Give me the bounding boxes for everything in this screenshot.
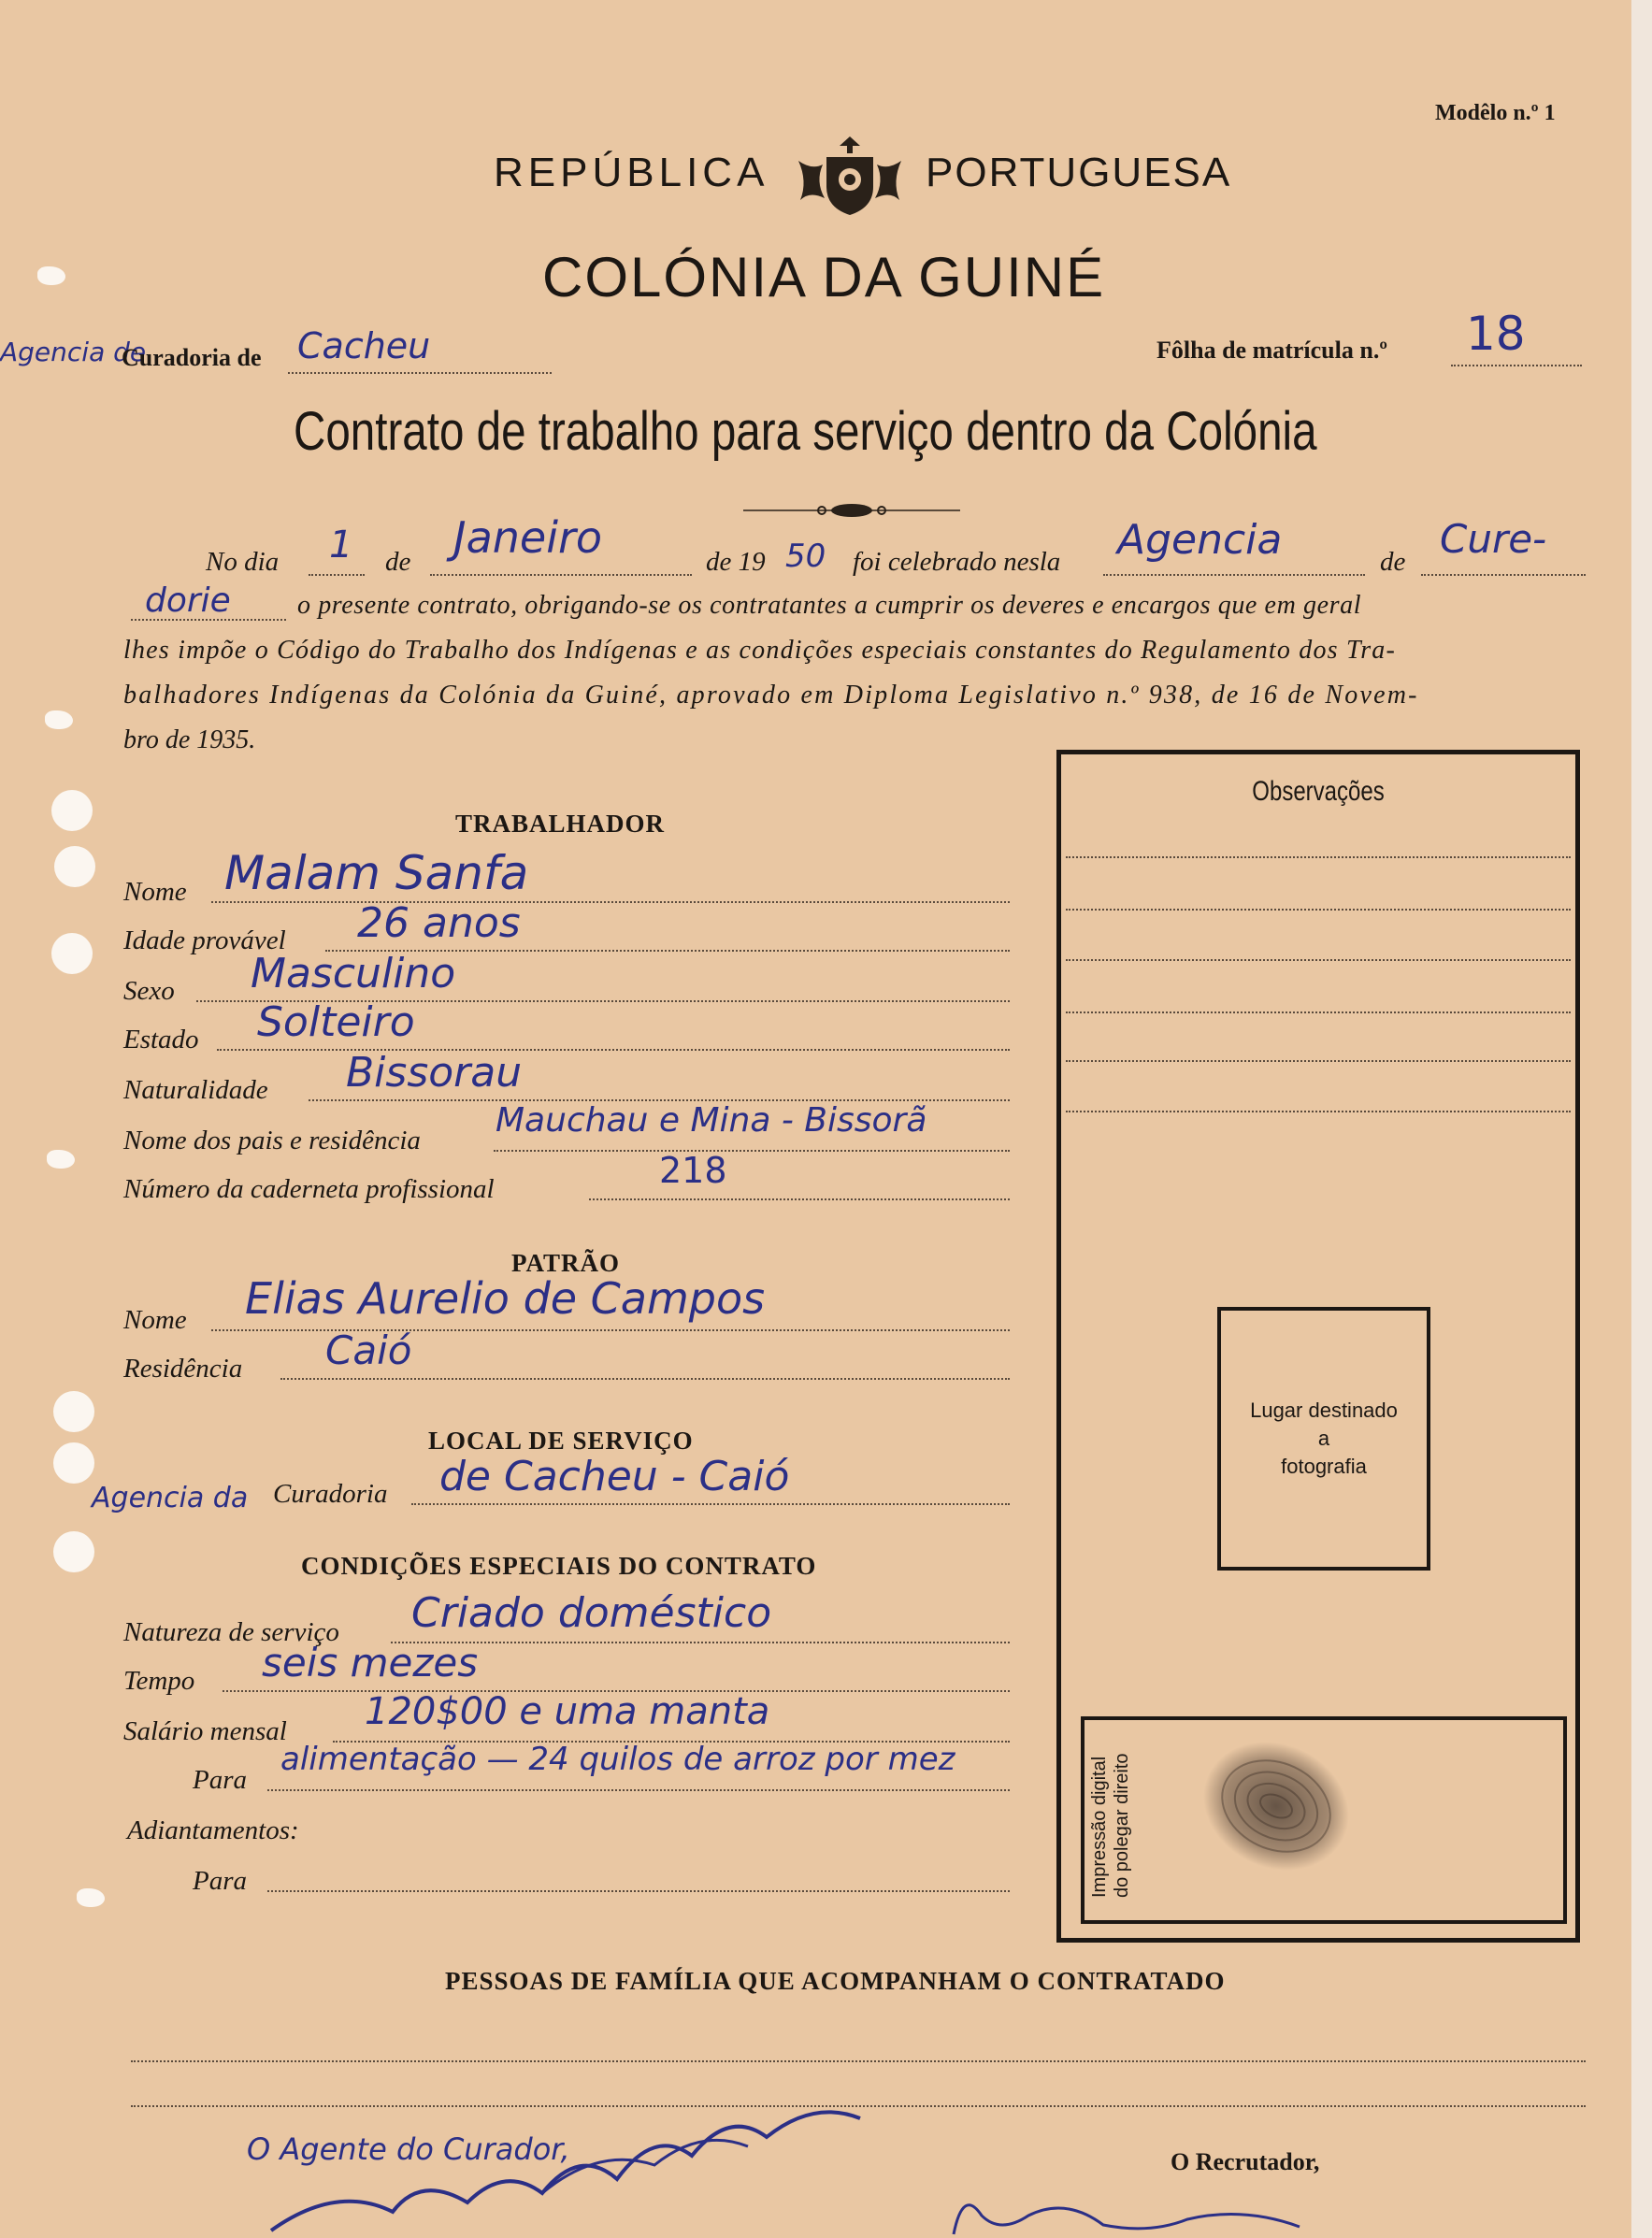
republic-right: PORTUGUESA xyxy=(926,150,1232,195)
intro-day-line xyxy=(309,574,365,576)
photo-caption-2: a xyxy=(1317,1427,1330,1450)
field-label-salario: Salário mensal xyxy=(123,1716,287,1746)
thumbprint-caption xyxy=(1088,1753,1133,1898)
photo-caption-3: fotografia xyxy=(1281,1455,1367,1478)
field-line-estado xyxy=(217,1049,1010,1051)
thumbprint-caption-1: Impressão digital xyxy=(1089,1756,1110,1898)
thumbprint-caption-2: do polegar direito xyxy=(1112,1753,1132,1898)
field-value-patrao-nome: Elias Aurelio de Campos xyxy=(245,1273,766,1324)
folha-value: 18 xyxy=(1466,307,1526,361)
intro-celebrated: foi celebrado nesla xyxy=(853,547,1061,577)
field-label-para-1: Para xyxy=(193,1765,247,1795)
curadoria-label: Curadoria de xyxy=(122,344,262,371)
field-label-para-2: Para xyxy=(193,1866,247,1896)
observation-line xyxy=(1066,959,1571,961)
intro-place-type: Agencia xyxy=(1117,516,1283,564)
field-label-natureza: Natureza de serviço xyxy=(123,1617,339,1647)
folha-line xyxy=(1451,365,1582,366)
local-heading: LOCAL DE SERVIÇO xyxy=(428,1427,694,1455)
intro-place-line xyxy=(1103,574,1365,576)
recruiter-caption: O Recrutador, xyxy=(1171,2148,1320,2175)
agent-caption: O Agente do Curador, xyxy=(247,2131,570,2167)
local-value: de Cacheu - Caió xyxy=(439,1453,790,1500)
field-label-patrao-nome: Nome xyxy=(123,1305,187,1335)
intro-month: Janeiro xyxy=(453,512,603,563)
field-line-natureza xyxy=(391,1642,1010,1643)
familia-heading: PESSOAS DE FAMÍLIA QUE ACOMPANHAM O CONTRATADO xyxy=(445,1967,1226,1995)
paper-notch xyxy=(45,710,73,729)
condicoes-heading: CONDIÇÕES ESPECIAIS DO CONTRATO xyxy=(301,1552,817,1580)
field-line-para-1 xyxy=(267,1789,1010,1791)
intro-line-4: balhadores Indígenas da Colónia da Guiné, aprovado em Diploma Legislativo n.º 938, de 16 de Novem- xyxy=(123,681,1419,710)
familia-line xyxy=(131,2060,1586,2062)
coat-of-arms-emblem xyxy=(795,133,905,219)
photo-caption-1: Lugar destinado xyxy=(1250,1399,1398,1422)
observation-line xyxy=(1066,1111,1571,1112)
observation-line xyxy=(1066,909,1571,911)
observation-line xyxy=(1066,856,1571,858)
field-value-idade: 26 anos xyxy=(357,899,521,947)
field-label-residencia: Residência xyxy=(123,1354,243,1384)
punch-hole xyxy=(51,933,93,974)
field-label-tempo: Tempo xyxy=(123,1666,195,1696)
punch-hole xyxy=(51,790,93,831)
model-number: Modêlo n.º 1 xyxy=(1435,101,1556,125)
field-value-salario: 120$00 e uma manta xyxy=(365,1690,770,1733)
curadoria-prefix: Agencia de xyxy=(0,337,147,367)
field-value-residencia: Caió xyxy=(325,1327,412,1373)
field-label-sexo: Sexo xyxy=(123,976,175,1006)
local-prefix: Agencia da xyxy=(92,1482,249,1514)
curadoria-value: Cacheu xyxy=(297,325,431,366)
intro-day: 1 xyxy=(329,524,353,567)
field-line-pais xyxy=(494,1150,1010,1152)
field-line-nome xyxy=(211,901,1010,903)
field-label-naturalidade: Naturalidade xyxy=(123,1075,268,1105)
paper-notch xyxy=(47,1150,75,1169)
observation-line xyxy=(1066,1060,1571,1062)
folha-label: Fôlha de matrícula n.º xyxy=(1156,337,1387,364)
trabalhador-heading: TRABALHADOR xyxy=(455,810,666,838)
punch-hole xyxy=(53,1531,94,1572)
paper-notch xyxy=(77,1888,105,1907)
field-value-nome: Malam Sanfa xyxy=(224,846,529,900)
field-label-estado: Estado xyxy=(123,1025,199,1054)
curadoria-line xyxy=(288,372,552,374)
field-label-nome: Nome xyxy=(123,877,187,907)
field-label-pais: Nome dos pais e residência xyxy=(123,1126,421,1155)
field-value-tempo: seis mezes xyxy=(262,1640,479,1686)
intro-de-2: de xyxy=(1380,547,1406,577)
field-value-sexo: Masculino xyxy=(251,950,456,997)
local-line xyxy=(411,1503,1010,1505)
field-label-caderneta: Número da caderneta profissional xyxy=(123,1174,495,1204)
recruiter-signature xyxy=(944,2178,1337,2238)
local-label: Curadoria xyxy=(273,1479,388,1509)
field-value-caderneta: 218 xyxy=(659,1150,727,1191)
field-value-natureza: Criado doméstico xyxy=(411,1589,772,1637)
paper-edge xyxy=(1631,0,1652,2238)
colony-name: COLÓNIA DA GUINÉ xyxy=(542,246,1106,308)
punch-hole xyxy=(53,1442,94,1484)
republic-left: REPÚBLICA xyxy=(494,150,769,195)
field-line-residencia xyxy=(280,1378,1010,1380)
agent-signature xyxy=(262,2090,879,2238)
punch-hole xyxy=(54,846,95,887)
field-line-para-2 xyxy=(267,1890,1010,1892)
intro-de-1: de xyxy=(385,547,411,577)
intro-year-label: de 19 xyxy=(706,547,766,577)
intro-line-2: o presente contrato, obrigando-se os contratantes a cumprir os deveres e encargos que em geral xyxy=(297,591,1362,620)
field-label-adiantamentos: Adiantamentos: xyxy=(127,1815,299,1845)
field-value-pais: Mauchau e Mina - Bissorã xyxy=(496,1101,927,1140)
patrao-heading: PATRÃO xyxy=(511,1249,620,1277)
photo-caption xyxy=(1217,1397,1430,1481)
intro-place-2: dorie xyxy=(145,581,231,620)
intro-line-5: bro de 1935. xyxy=(123,725,256,754)
field-value-naturalidade: Bissorau xyxy=(346,1049,523,1097)
field-value-para-1: alimentação — 24 quilos de arroz por mez xyxy=(280,1741,955,1778)
thumbprint-mark xyxy=(1187,1720,1365,1888)
field-line-caderneta xyxy=(589,1198,1010,1200)
intro-line-3: lhes impõe o Código do Trabalho dos Indígenas e as condições especiais constantes do Regulamento dos Tra- xyxy=(123,636,1397,665)
intro-place-line-2 xyxy=(1421,574,1586,576)
intro-month-line xyxy=(430,574,692,576)
intro-place-1: Cure- xyxy=(1440,516,1547,562)
observation-line xyxy=(1066,1011,1571,1013)
paper-notch xyxy=(37,266,65,285)
punch-hole xyxy=(53,1391,94,1432)
contract-title: Contrato de trabalho para serviço dentro da Colónia xyxy=(294,401,1317,462)
intro-day-label: No dia xyxy=(206,547,280,577)
ornament-divider xyxy=(743,500,960,521)
observacoes-heading: Observações xyxy=(1252,776,1385,807)
intro-year: 50 xyxy=(785,538,826,575)
field-value-estado: Solteiro xyxy=(257,998,415,1046)
field-label-idade: Idade provável xyxy=(123,925,286,955)
